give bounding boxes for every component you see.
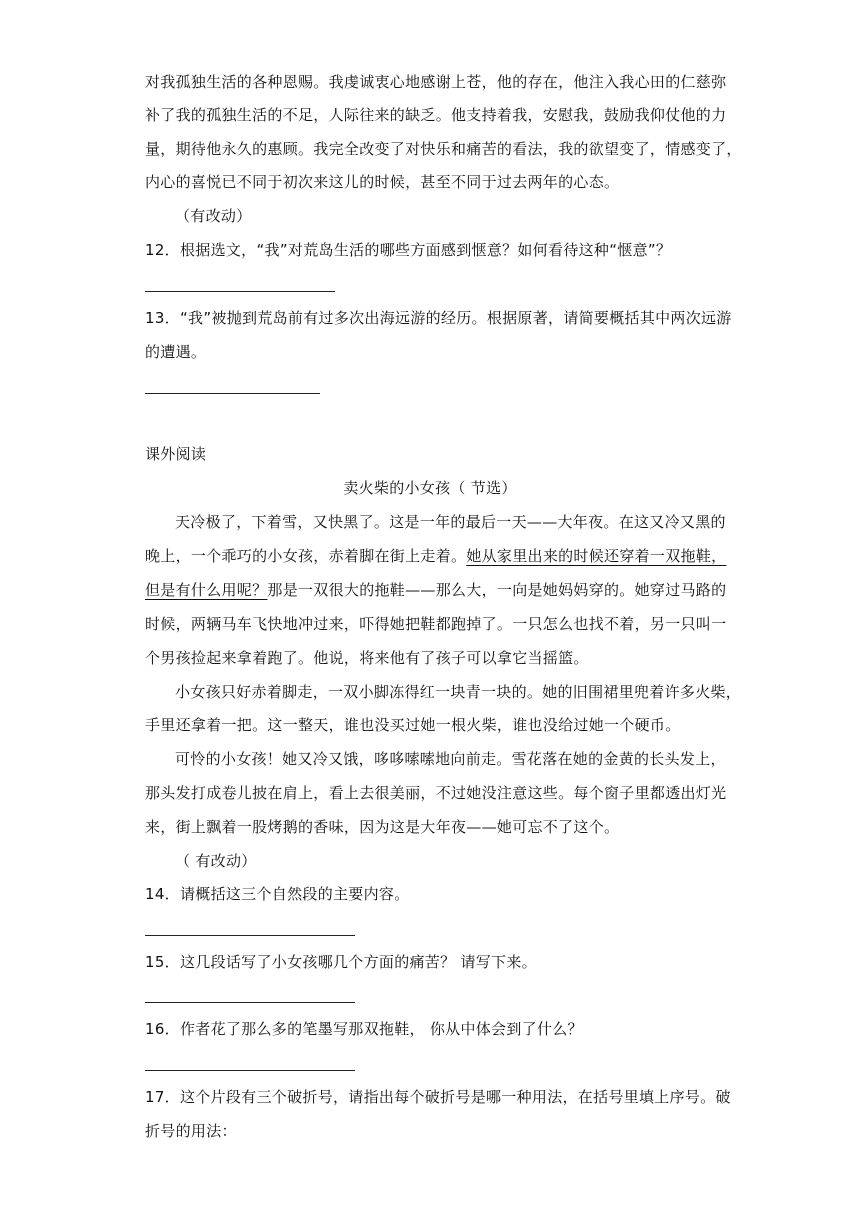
question-13-line-1: 13．“我”被抛到荒岛前有过多次出海远游的经历。根据原著，请简要概括其中两次远游 — [145, 309, 732, 327]
passage-line: 量，期待他永久的惠顾。我完全改变了对快乐和痛苦的看法，我的欲望变了，情感变了， — [145, 140, 742, 158]
question-14: 14．请概括这三个自然段的主要内容。 — [145, 885, 410, 903]
story-line: 来，街上飘着一股烤鹅的香味，因为这是大年夜——她可忘不了这个。 — [145, 818, 620, 836]
question-13-line-2: 的遭遇。 — [145, 343, 207, 361]
underlined-sentence: 但是有什么用呢？ — [145, 581, 268, 599]
story-line: 小女孩只好赤着脚走，一双小脚冻得红一块青一块的。她的旧围裙里兜着许多火柴， — [175, 683, 742, 701]
revision-note: （ 有改动） — [175, 852, 257, 870]
question-12: 12．根据选文，“我”对荒岛生活的哪些方面感到惬意？如何看待这种“惬意”？ — [145, 241, 672, 259]
story-line — [145, 546, 725, 566]
question-16: 16．作者花了那么多的笔墨写那双拖鞋， 你从中体会到了什么？ — [145, 1020, 583, 1038]
underlined-sentence: 她从家里出来的时候还穿着一双拖鞋， — [466, 547, 727, 565]
story-line: 可怜的小女孩！她又冷又饿，哆哆嗦嗦地向前走。雪花落在她的金黄的长头发上， — [175, 750, 726, 768]
story-title: 卖火柴的小女孩（ 节选） — [343, 479, 517, 497]
passage-line: 内心的喜悦已不同于初次来这儿的时候，甚至不同于过去两年的心态。 — [145, 173, 620, 191]
revision-note: （有改动） — [175, 207, 252, 225]
passage-line: 补了我的孤独生活的不足，人际往来的缺乏。他支持着我，安慰我，鼓励我仰仗他的力 — [145, 106, 727, 124]
answer-blank-15[interactable] — [145, 1002, 355, 1003]
story-line: 个男孩捡起来拿着跑了。他说，将来他有了孩子可以拿它当摇篮。 — [145, 649, 589, 667]
answer-blank-16[interactable] — [145, 1070, 355, 1071]
story-text: 晚上，一个乖巧的小女孩，赤着脚在街上走着。 — [145, 547, 467, 565]
passage-line: 对我孤独生活的各种恩赐。我虔诚衷心地感谢上苍，他的存在，他注入我心田的仁慈弥 — [145, 73, 727, 91]
story-line: 那头发打成卷儿披在肩上，看上去很美丽，不过她没注意这些。每个窗子里都透出灯光 — [145, 784, 727, 802]
story-line: 时候，两辆马车飞快地冲过来，吓得她把鞋都跑掉了。一只怎么也找不着，另一只叫一 — [145, 615, 727, 633]
story-text: 那是一双很大的拖鞋——那么大，一向是她妈妈穿的。她穿过马路的 — [267, 581, 727, 599]
story-line: 天冷极了，下着雪，又快黑了。这是一年的最后一天——大年夜。在这又冷又黑的 — [175, 513, 726, 531]
answer-blank-14[interactable] — [145, 935, 355, 936]
answer-blank-12[interactable] — [145, 291, 335, 292]
answer-blank-13[interactable] — [145, 393, 320, 394]
question-17-line-2: 折号的用法： — [145, 1122, 237, 1140]
story-line: 手里还拿着一把。这一整天，谁也没买过她一根火柴，谁也没给过她一个硬币。 — [145, 716, 681, 734]
story-line — [145, 580, 725, 600]
question-17-line-1: 17．这个片段有三个破折号，请指出每个破折号是哪一种用法，在括号里填上序号。破 — [145, 1088, 731, 1106]
section-label: 课外阅读 — [145, 445, 207, 463]
question-15: 15．这几段话写了小女孩哪几个方面的痛苦？ 请写下来。 — [145, 953, 537, 971]
